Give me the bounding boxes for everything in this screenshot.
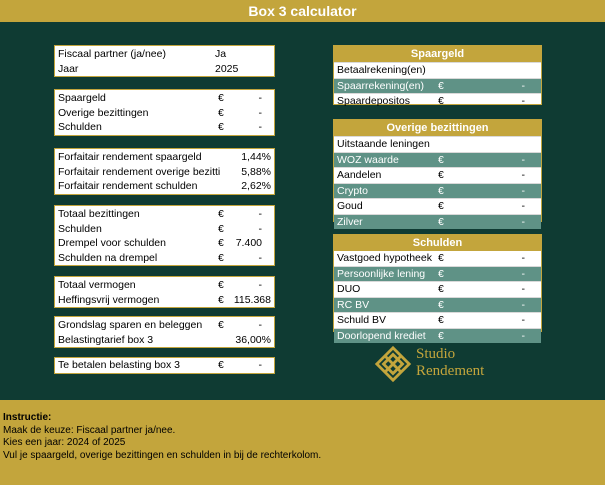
rendement-overige-label: Forfaitair rendement overige bezitti [58,165,221,178]
goud-input[interactable]: - [521,200,525,212]
persoonlijke-lening-input[interactable]: - [521,267,525,280]
overige-bezittingen-value: - [258,106,262,119]
fiscal-partner-value[interactable]: Ja [215,48,227,60]
grondslag-label: Grondslag sparen en beleggen [58,319,203,331]
rc-bv-input[interactable]: - [521,298,525,311]
euro-sign: € [218,92,224,104]
schulden-value: - [258,121,262,133]
euro-sign: € [218,208,224,220]
spaargeld-row [55,91,274,106]
grondslag-value: - [258,319,262,331]
doorlopend-krediet-label: Doorlopend krediet [337,329,426,342]
drempel-row [55,236,274,251]
euro-sign: € [438,95,444,107]
totaal-vermogen-label: Totaal vermogen [58,279,136,291]
input-row[interactable] [334,266,541,282]
instruction-line: Vul je spaargeld, overige bezittingen en schulden in bij de rechterkolom. [3,449,322,461]
overige-bezittingen-header: Overige bezittingen [334,120,541,136]
woz-waarde-input[interactable]: - [521,153,525,166]
totaal-bezittingen-row [55,207,274,222]
euro-sign: € [438,153,444,166]
year-value[interactable]: 2025 [215,62,239,75]
input-row[interactable] [334,251,541,266]
euro-sign: € [438,184,444,197]
aandelen-label: Aandelen [337,169,382,181]
totaal-vermogen-value: - [258,279,262,291]
instructions-title: Instructie: [3,412,52,423]
zilver-input[interactable]: - [521,215,525,228]
euro-sign: € [438,283,444,295]
spaargeld-label: Spaargeld [58,92,106,104]
woz-waarde-label: WOZ waarde [337,153,399,166]
euro-sign: € [438,79,444,92]
spaardepositos-label: Spaardepositos [337,95,410,107]
rc-bv-label: RC BV [337,298,370,311]
vastgoed-hypotheek-label: Vastgoed hypotheek [337,252,432,264]
spaargeld-header: Spaargeld [334,46,541,62]
grondslag-group [54,316,275,348]
heffingsvrij-row [55,293,274,308]
schuld-bv-label: Schuld BV [337,314,387,326]
schulden-total-value: - [258,222,262,235]
input-row[interactable] [334,312,541,328]
euro-sign: € [218,251,224,264]
euro-sign: € [438,329,444,342]
grondslag-row [55,318,274,333]
totaal-vermogen-row [55,278,274,293]
rendement-schulden-value: 2,62% [241,180,271,192]
te-betalen-group [54,357,275,374]
schulden-total-row [55,222,274,237]
rendement-overige-value: 5,88% [241,165,271,178]
input-row[interactable] [334,297,541,313]
doorlopend-krediet-input[interactable]: - [521,329,525,342]
overige-bezittingen-panel [333,119,542,228]
instruction-line: Maak de keuze: Fiscaal partner ja/nee. [3,424,176,436]
uitstaande-leningen-label: Uitstaande leningen [337,138,430,150]
duo-label: DUO [337,283,361,295]
te-betalen-value: - [258,359,262,371]
page-title: Box 3 calculator [0,0,605,22]
rendement-group [54,148,275,195]
totaal-bezittingen-label: Totaal bezittingen [58,208,140,220]
drempel-label: Drempel voor schulden [58,237,166,249]
aandelen-input[interactable]: - [521,169,525,181]
input-row[interactable] [334,183,541,199]
schulden-na-drempel-label: Schulden na drempel [58,251,158,264]
vermogen-group [54,276,275,308]
betaalrekening-label: Betaalrekening(en) [337,64,426,76]
zilver-label: Zilver [337,215,363,228]
euro-sign: € [438,200,444,212]
year-label: Jaar [58,62,79,75]
rendement-overige-row [55,165,274,180]
euro-sign: € [218,359,224,371]
input-row[interactable] [334,167,541,183]
input-row[interactable] [334,328,541,344]
fiscal-partner-row[interactable] [55,47,274,62]
assets-group [54,89,275,136]
schulden-na-drempel-row [55,251,274,266]
euro-sign: € [438,298,444,311]
belastingtarief-label: Belastingtarief box 3 [58,333,154,346]
schulden-total-label: Schulden [58,222,102,235]
euro-sign: € [218,222,224,235]
year-row[interactable] [55,62,274,77]
euro-sign: € [218,279,224,291]
rendement-spaargeld-row [55,150,274,165]
euro-sign: € [438,267,444,280]
input-row[interactable] [334,198,541,214]
brand-line-2: Rendement [416,363,485,379]
persoonlijke-lening-label: Persoonlijke lening [337,267,426,280]
brand-line-1: Studio [416,346,456,362]
input-row[interactable] [334,136,541,152]
brand-name [416,346,484,380]
euro-sign: € [218,237,224,249]
input-row[interactable] [334,281,541,297]
input-row[interactable] [334,62,541,78]
input-row[interactable] [334,152,541,168]
instruction-line: Kies een jaar: 2024 of 2025 [3,437,126,448]
euro-sign: € [438,169,444,181]
rendement-schulden-label: Forfaitair rendement schulden [58,180,198,192]
rendement-schulden-row [55,179,274,194]
overige-bezittingen-label: Overige bezittingen [58,106,149,119]
spaarrekening-label: Spaarrekening(en) [337,79,424,92]
vastgoed-hypotheek-input[interactable]: - [521,252,525,264]
input-row[interactable] [334,78,541,94]
schulden-panel [333,234,542,342]
rendement-spaargeld-label: Forfaitair rendement spaargeld [58,151,202,163]
euro-sign: € [438,252,444,264]
euro-sign: € [218,319,224,331]
knot-logo-icon [374,345,412,383]
schuld-bv-input[interactable]: - [521,314,525,326]
euro-sign: € [218,106,224,119]
crypto-label: Crypto [337,184,368,197]
instructions-panel [0,400,605,485]
crypto-input[interactable]: - [521,184,525,197]
totals-group [54,205,275,266]
totaal-bezittingen-value: - [258,208,262,220]
euro-sign: € [438,314,444,326]
spaargeld-panel [333,45,542,105]
partner-year-group [54,45,275,77]
schulden-label: Schulden [58,121,102,133]
rendement-spaargeld-value: 1,44% [241,151,271,163]
spaargeld-value: - [258,92,262,104]
schulden-na-drempel-value: - [258,251,262,264]
schulden-row [55,120,274,135]
goud-label: Goud [337,200,363,212]
euro-sign: € [438,215,444,228]
fiscal-partner-label: Fiscaal partner (ja/nee) [58,48,166,60]
te-betalen-label: Te betalen belasting box 3 [58,359,181,371]
belastingtarief-row [55,333,274,348]
heffingsvrij-label: Heffingsvrij vermogen [58,293,160,306]
te-betalen-row [55,358,274,373]
overige-bezittingen-row [55,106,274,121]
euro-sign: € [218,293,224,306]
euro-sign: € [218,121,224,133]
heffingsvrij-value: 115.368 [233,293,271,306]
belastingtarief-value: 36,00% [235,333,271,346]
drempel-value: 7.400 [235,237,262,249]
input-row[interactable] [334,214,541,230]
duo-input[interactable]: - [521,283,525,295]
input-row[interactable] [334,93,541,109]
spaardepositos-input[interactable]: - [521,95,525,107]
spaarrekening-input[interactable]: - [521,79,525,92]
schulden-header: Schulden [334,235,541,251]
